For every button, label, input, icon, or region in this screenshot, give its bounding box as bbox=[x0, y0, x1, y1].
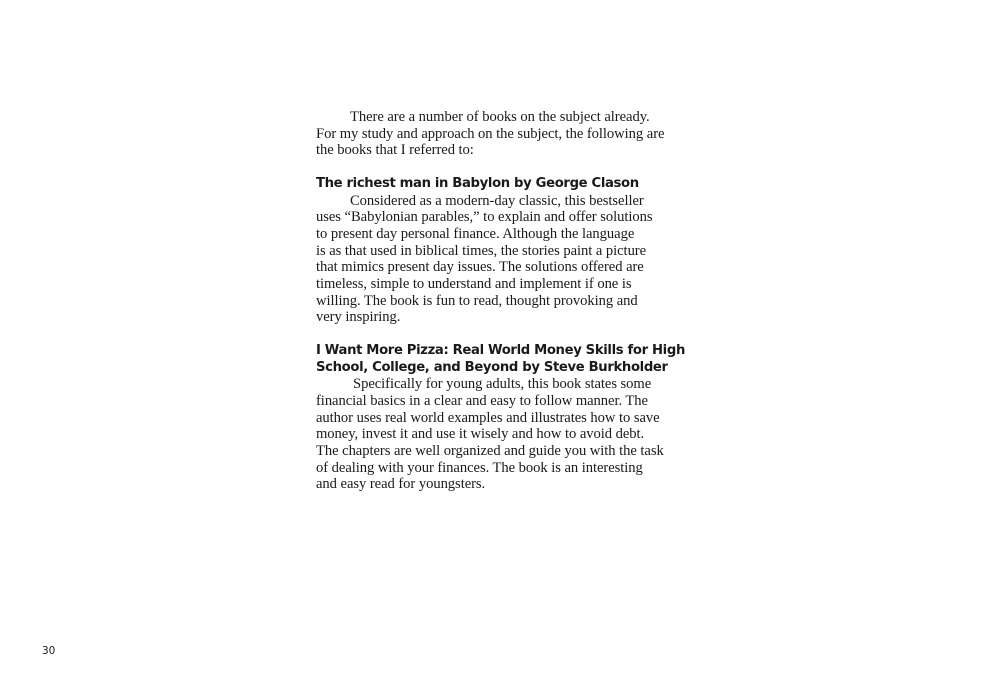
text-line: and easy read for youngsters. bbox=[316, 476, 486, 493]
intro-paragraph bbox=[316, 109, 665, 159]
text-line: willing. The book is fun to read, thought provoking and bbox=[316, 292, 638, 309]
text-line: that mimics present day issues. The solutions offered are bbox=[316, 259, 644, 276]
text-line: very inspiring. bbox=[316, 309, 401, 326]
text-line: Specifically for young adults, this book states some bbox=[353, 376, 652, 393]
book-title-pizza bbox=[316, 342, 685, 376]
text-line: is as that used in biblical times, the stories paint a picture bbox=[316, 242, 647, 259]
paragraph-spacer bbox=[316, 159, 661, 176]
page-number: 30 bbox=[42, 645, 56, 657]
text-line: uses “Babylonian parables,” to explain and offer solutions bbox=[316, 209, 653, 226]
text-line: Considered as a modern-day classic, this bestseller bbox=[350, 192, 644, 209]
heading-line: School, College, and Beyond by Steve Burkholder bbox=[316, 359, 668, 375]
heading-line: I Want More Pizza: Real World Money Skills for High bbox=[316, 342, 685, 358]
paragraph-spacer bbox=[316, 326, 661, 343]
text-line: author uses real world examples and illustrates how to save bbox=[316, 409, 660, 426]
text-line: For my study and approach on the subject, the following are bbox=[316, 125, 665, 142]
text-line: financial basics in a clear and easy to follow manner. The bbox=[316, 392, 648, 409]
text-line: timeless, simple to understand and implement if one is bbox=[316, 276, 632, 293]
text-line: of dealing with your finances. The book is an interesting bbox=[316, 459, 643, 476]
text-line: to present day personal finance. Although the language bbox=[316, 225, 635, 242]
heading-line: The richest man in Babylon by George Clason bbox=[316, 175, 639, 191]
text-line: The chapters are well organized and guide you with the task bbox=[316, 443, 664, 460]
text-line: the books that I referred to: bbox=[316, 142, 474, 159]
text-line: money, invest it and use it wisely and how to avoid debt. bbox=[316, 426, 645, 443]
book-description-pizza bbox=[316, 376, 664, 493]
text-line: There are a number of books on the subject already. bbox=[350, 109, 650, 125]
book-description-babylon bbox=[316, 193, 661, 327]
page-content bbox=[316, 109, 685, 493]
book-title-babylon bbox=[316, 176, 661, 193]
